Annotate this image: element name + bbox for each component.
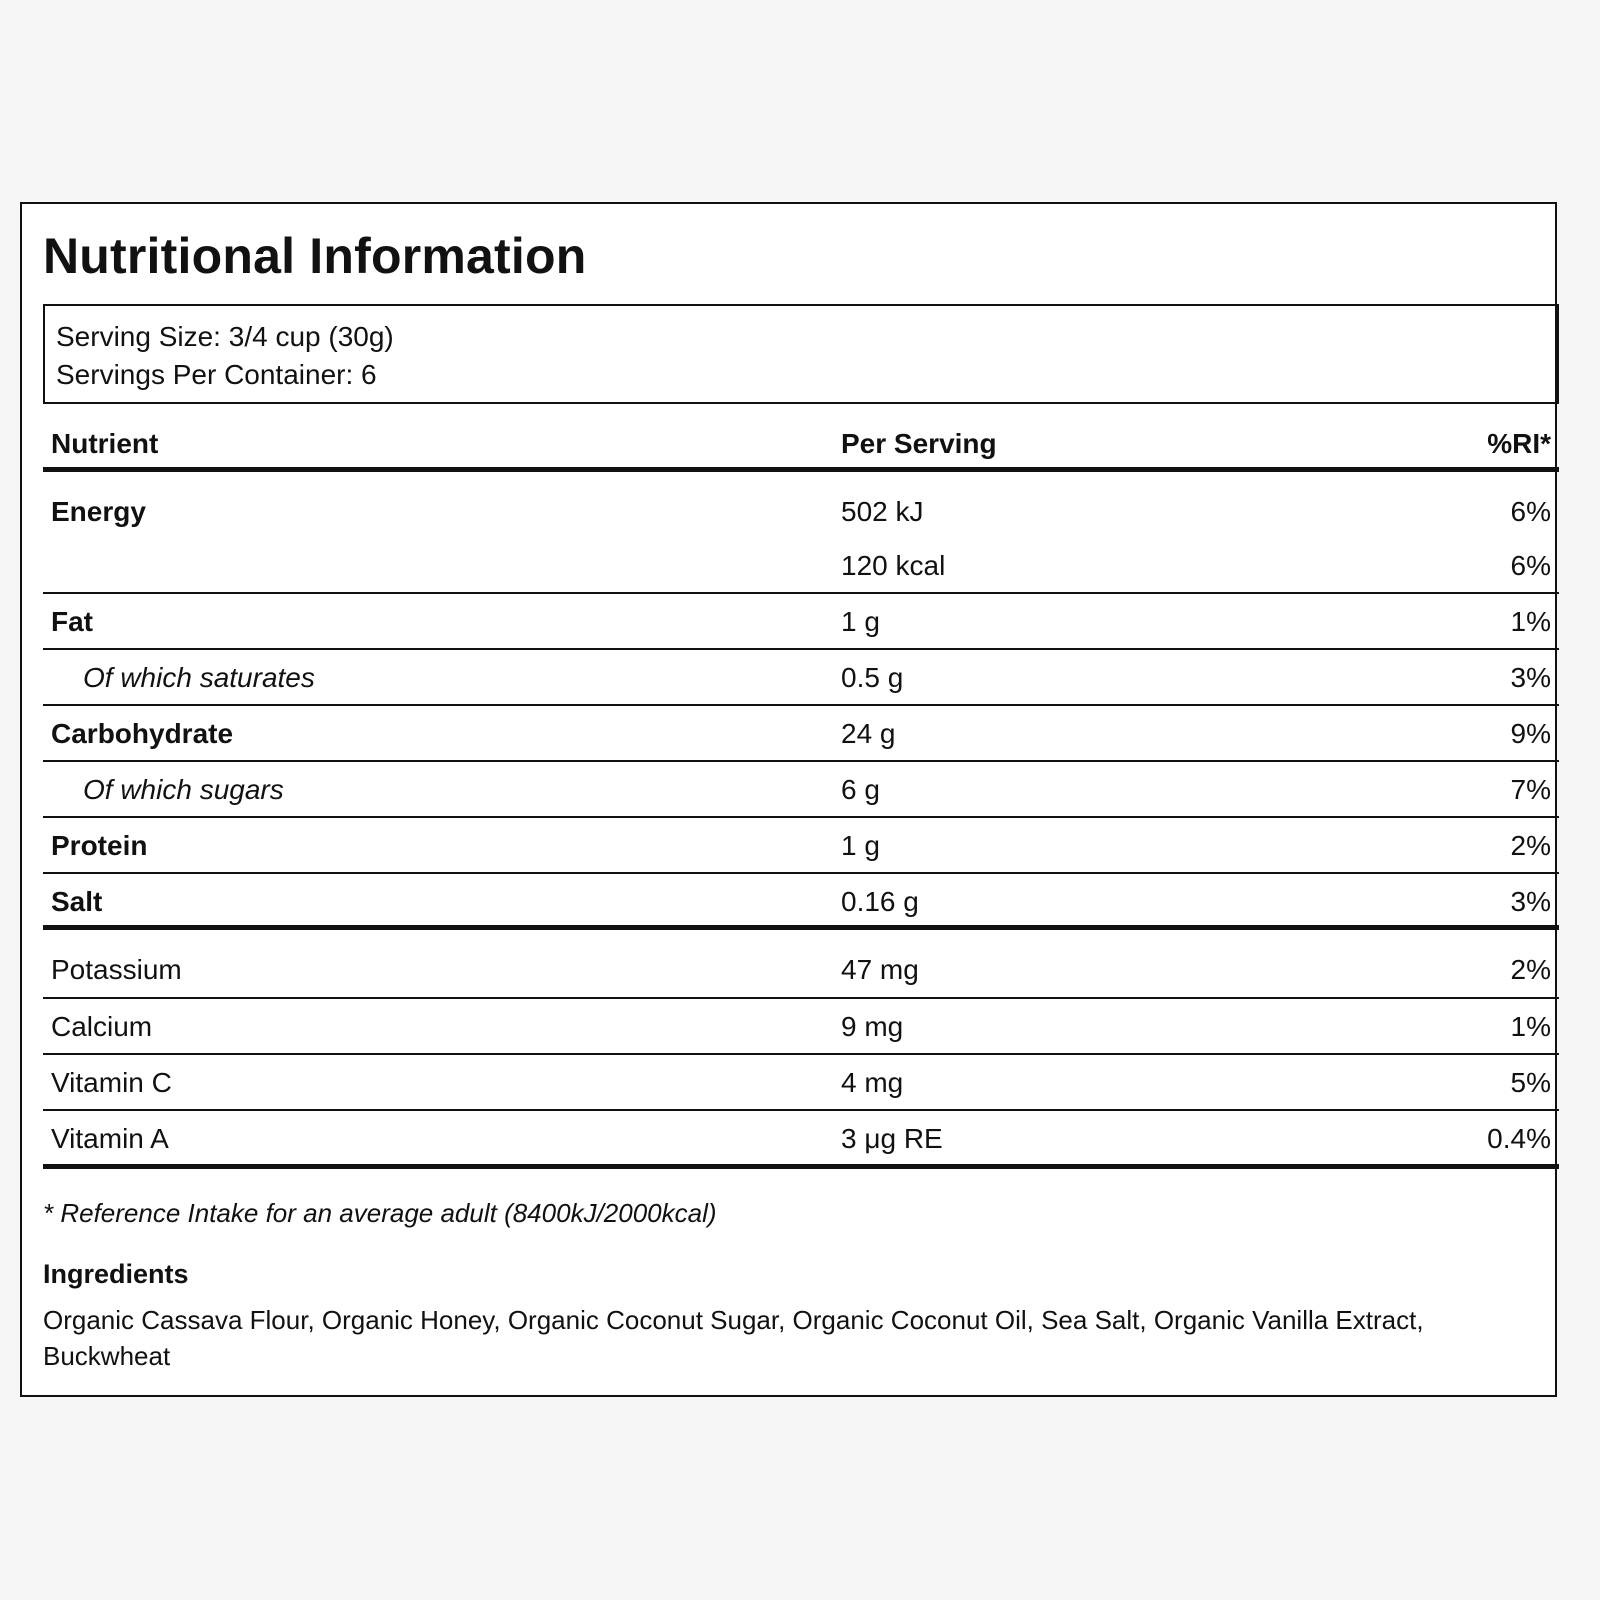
- ri-value: 3%: [1510, 886, 1551, 917]
- nutrient-name: Salt: [51, 886, 103, 917]
- table-row-energy: [43, 472, 1559, 594]
- nutrition-table: [43, 418, 1559, 1169]
- per-serving-value: 1 g: [841, 606, 880, 637]
- nutrient-name: Potassium: [51, 954, 182, 985]
- table-row-potassium: [43, 930, 1559, 999]
- ri-value: 2%: [1510, 954, 1551, 985]
- ri-value: 9%: [1510, 718, 1551, 749]
- table-row-saturates: [43, 650, 1559, 706]
- reference-intake-footnote: * Reference Intake for an average adult (8400kJ/2000kcal): [43, 1198, 717, 1228]
- table-row-calcium: [43, 999, 1559, 1055]
- servings-per-container: Servings Per Container: 6: [56, 359, 377, 390]
- energy-kj-ri: 6%: [1510, 496, 1551, 527]
- table-row-carbohydrate: [43, 706, 1559, 762]
- ri-value: 2%: [1510, 830, 1551, 861]
- ri-value: 1%: [1510, 606, 1551, 637]
- table-row-sugars: [43, 762, 1559, 818]
- header-per-serving: Per Serving: [841, 428, 997, 459]
- label-title: Nutritional Information: [43, 228, 587, 284]
- energy-kj: 502 kJ: [841, 496, 924, 527]
- serving-info-box: [43, 304, 1559, 404]
- per-serving-value: 9 mg: [841, 1011, 904, 1042]
- ri-value: 1%: [1510, 1011, 1551, 1042]
- per-serving-value: 0.5 g: [841, 662, 904, 693]
- ingredients-heading: Ingredients: [43, 1259, 189, 1289]
- nutrient-name: Vitamin A: [51, 1123, 169, 1154]
- nutrient-name: Fat: [51, 606, 93, 637]
- ri-value: 0.4%: [1487, 1123, 1551, 1154]
- per-serving-value: 4 mg: [841, 1067, 904, 1098]
- energy-kcal-ri: 6%: [1510, 550, 1551, 581]
- header-ri: %RI*: [1487, 428, 1551, 459]
- nutrient-name: Calcium: [51, 1011, 153, 1042]
- nutrient-name: Protein: [51, 830, 148, 861]
- table-row-fat: [43, 594, 1559, 650]
- ingredients-list: Organic Cassava Flour, Organic Honey, Organic Coconut Sugar, Organic Coconut Oil, Sea Salt, Organic Vanilla Extract, Buckwheat: [43, 1305, 1424, 1371]
- nutrient-name: Vitamin C: [51, 1067, 172, 1098]
- nutrition-label: [20, 202, 1557, 1397]
- per-serving-value: 3 μg RE: [841, 1123, 943, 1154]
- header-nutrient: Nutrient: [51, 428, 159, 459]
- serving-size: Serving Size: 3/4 cup (30g): [56, 321, 394, 352]
- per-serving-value: 24 g: [841, 718, 896, 749]
- table-row-protein: [43, 818, 1559, 874]
- nutrient-name: Carbohydrate: [51, 718, 234, 749]
- table-row-vitamin-a: [43, 1111, 1559, 1169]
- per-serving-value: 1 g: [841, 830, 880, 861]
- table-row-vitamin-c: [43, 1055, 1559, 1111]
- per-serving-value: 47 mg: [841, 954, 919, 985]
- nutrient-name: Of which saturates: [83, 662, 315, 693]
- ri-value: 3%: [1510, 662, 1551, 693]
- table-header-row: [43, 418, 1559, 472]
- table-row-salt: [43, 874, 1559, 930]
- nutrient-name: Of which sugars: [83, 774, 284, 805]
- per-serving-value: 0.16 g: [841, 886, 919, 917]
- ri-value: 5%: [1510, 1067, 1551, 1098]
- per-serving-value: 6 g: [841, 774, 880, 805]
- ri-value: 7%: [1510, 774, 1551, 805]
- nutrient-name: Energy: [51, 496, 146, 527]
- energy-kcal: 120 kcal: [841, 550, 946, 581]
